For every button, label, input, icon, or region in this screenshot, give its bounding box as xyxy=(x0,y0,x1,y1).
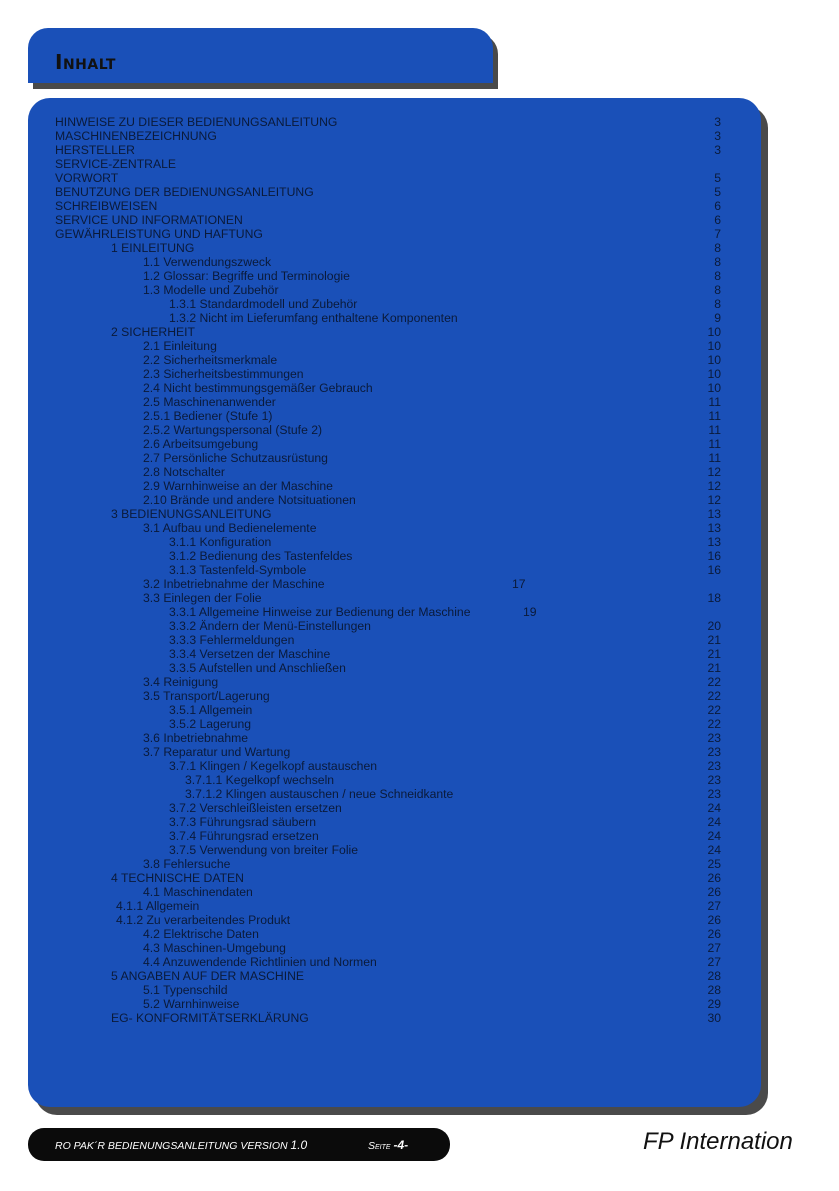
toc-entry-page: 12 xyxy=(707,465,721,479)
toc-entry-page: 22 xyxy=(707,675,721,689)
toc-entry-page: 24 xyxy=(707,815,721,829)
toc-entry xyxy=(28,283,761,297)
toc-entry-page: 22 xyxy=(707,703,721,717)
toc-entry xyxy=(28,255,761,269)
toc-entry-title: 4.1.1 Allgemein xyxy=(116,899,200,913)
toc-entry-title: 3.3.3 Fehlermeldungen xyxy=(169,633,295,647)
toc-entry xyxy=(28,199,761,213)
toc-entry xyxy=(28,717,761,731)
toc-entry-title: 3.7.2 Verschleißleisten ersetzen xyxy=(169,801,342,815)
toc-entry xyxy=(28,577,761,591)
toc-entry-page: 22 xyxy=(707,689,721,703)
toc-entry-page: 25 xyxy=(707,857,721,871)
toc-entry xyxy=(28,423,761,437)
toc-entry-page: 16 xyxy=(707,563,721,577)
toc-entry xyxy=(28,143,761,157)
toc-entry-title: 2.5.2 Wartungspersonal (Stufe 2) xyxy=(143,423,323,437)
toc-entry xyxy=(28,843,761,857)
toc-entry-page: 10 xyxy=(707,353,721,367)
toc-entry-title: SERVICE-ZENTRALE xyxy=(55,157,176,171)
toc-entry xyxy=(28,941,761,955)
toc-entry-title: 3.1.1 Konfiguration xyxy=(169,535,272,549)
toc-entry-title: 3.3.2 Ändern der Menü-Einstellungen xyxy=(169,619,371,633)
toc-entry xyxy=(28,647,761,661)
toc-entry-page: 24 xyxy=(707,829,721,843)
toc-entry-page: 24 xyxy=(707,801,721,815)
toc-entry xyxy=(28,885,761,899)
toc-entry-title: 2.8 Notschalter xyxy=(143,465,225,479)
footer-page-number xyxy=(368,1138,408,1152)
toc-entry xyxy=(28,1011,761,1025)
toc-entry-page: 3 xyxy=(714,129,721,143)
toc-entry-title: 5.1 Typenschild xyxy=(143,983,228,997)
toc-entry xyxy=(28,493,761,507)
toc-entry xyxy=(28,857,761,871)
toc-entry-title: 2 SICHERHEIT xyxy=(111,325,195,339)
toc-entry-page: 23 xyxy=(707,787,721,801)
toc-entry-page: 12 xyxy=(707,479,721,493)
toc-entry-title: GEWÄHRLEISTUNG UND HAFTUNG xyxy=(55,227,263,241)
toc-entry-title: 4.1.2 Zu verarbeitendes Produkt xyxy=(116,913,291,927)
toc-entry xyxy=(28,899,761,913)
toc-entry xyxy=(28,409,761,423)
toc-entry-page: 9 xyxy=(714,311,721,325)
toc-entry xyxy=(28,325,761,339)
toc-entry xyxy=(28,913,761,927)
toc-entry xyxy=(28,563,761,577)
toc-entry-title: 1 EINLEITUNG xyxy=(111,241,195,255)
toc-entry xyxy=(28,157,761,171)
toc-entry xyxy=(28,983,761,997)
table-of-contents xyxy=(28,115,761,1025)
toc-entry-title: 3.4 Reinigung xyxy=(143,675,219,689)
toc-entry-title: 3.2 Inbetriebnahme der Maschine xyxy=(143,577,325,591)
toc-entry xyxy=(28,619,761,633)
toc-entry-title: 2.1 Einleitung xyxy=(143,339,217,353)
toc-entry-page: 26 xyxy=(707,913,721,927)
toc-entry-title: 3.7.1.1 Kegelkopf wechseln xyxy=(185,773,335,787)
toc-entry-title: 3.1.3 Tastenfeld-Symbole xyxy=(169,563,307,577)
toc-entry-title: 1.3 Modelle und Zubehör xyxy=(143,283,279,297)
toc-entry-title: VORWORT xyxy=(55,171,119,185)
footer-doc-title: RO PAK´R BEDIENUNGSANLEITUNG VERSION xyxy=(55,1140,288,1152)
toc-entry xyxy=(28,479,761,493)
toc-entry xyxy=(28,759,761,773)
toc-entry-page: 10 xyxy=(707,367,721,381)
toc-entry xyxy=(28,745,761,759)
toc-entry xyxy=(28,815,761,829)
toc-entry-page: 24 xyxy=(707,843,721,857)
toc-entry-title: 2.4 Nicht bestimmungsgemäßer Gebrauch xyxy=(143,381,373,395)
toc-entry xyxy=(28,535,761,549)
toc-entry-page: 13 xyxy=(707,535,721,549)
toc-entry xyxy=(28,115,761,129)
toc-entry-title: 3.5.2 Lagerung xyxy=(169,717,251,731)
toc-entry-page: 8 xyxy=(714,255,721,269)
toc-panel xyxy=(28,98,761,1107)
toc-entry xyxy=(28,521,761,535)
toc-entry-page: 11 xyxy=(708,395,721,409)
toc-entry-page: 7 xyxy=(714,227,721,241)
toc-entry-page: 27 xyxy=(707,941,721,955)
toc-entry xyxy=(28,297,761,311)
toc-entry-page: 17 xyxy=(512,577,526,591)
toc-entry xyxy=(28,549,761,563)
toc-entry-title: 3.7.1.2 Klingen austauschen / neue Schneidkante xyxy=(185,787,454,801)
toc-entry-page: 26 xyxy=(707,927,721,941)
page-title: Inhalt xyxy=(55,50,116,74)
toc-entry-page: 23 xyxy=(707,773,721,787)
toc-entry-title: 2.5 Maschinenanwender xyxy=(143,395,276,409)
toc-entry-page: 11 xyxy=(708,437,721,451)
toc-entry xyxy=(28,437,761,451)
footer-document-label xyxy=(55,1138,307,1152)
toc-entry xyxy=(28,773,761,787)
toc-entry-page: 10 xyxy=(707,339,721,353)
toc-entry xyxy=(28,829,761,843)
toc-entry-page: 18 xyxy=(707,591,721,605)
toc-entry-page: 8 xyxy=(714,297,721,311)
toc-entry xyxy=(28,367,761,381)
toc-entry-title: 3.3 Einlegen der Folie xyxy=(143,591,262,605)
toc-entry xyxy=(28,227,761,241)
toc-entry-page: 16 xyxy=(707,549,721,563)
toc-entry-title: 3.7.4 Führungsrad ersetzen xyxy=(169,829,319,843)
toc-entry xyxy=(28,661,761,675)
toc-entry-page: 8 xyxy=(714,269,721,283)
toc-entry xyxy=(28,311,761,325)
toc-entry xyxy=(28,927,761,941)
toc-entry xyxy=(28,213,761,227)
toc-entry xyxy=(28,465,761,479)
toc-entry-page: 11 xyxy=(708,451,721,465)
toc-entry-title: 3.3.5 Aufstellen und Anschließen xyxy=(169,661,346,675)
toc-entry-title: 3.3.4 Versetzen der Maschine xyxy=(169,647,331,661)
toc-entry xyxy=(28,395,761,409)
toc-entry-page: 10 xyxy=(707,381,721,395)
toc-entry xyxy=(28,703,761,717)
toc-entry xyxy=(28,731,761,745)
toc-entry xyxy=(28,381,761,395)
toc-entry-page: 22 xyxy=(707,717,721,731)
toc-entry-title: 2.3 Sicherheitsbestimmungen xyxy=(143,367,304,381)
toc-entry-page: 23 xyxy=(707,745,721,759)
toc-entry xyxy=(28,507,761,521)
toc-entry-title: 5.2 Warnhinweise xyxy=(143,997,240,1011)
toc-entry-page: 13 xyxy=(707,507,721,521)
toc-entry-title: BENUTZUNG DER BEDIENUNGSANLEITUNG xyxy=(55,185,314,199)
toc-entry-title: 3.7 Reparatur und Wartung xyxy=(143,745,291,759)
toc-entry-page: 23 xyxy=(707,759,721,773)
toc-entry-title: SERVICE UND INFORMATIONEN xyxy=(55,213,243,227)
toc-entry-page: 27 xyxy=(707,955,721,969)
toc-entry xyxy=(28,801,761,815)
toc-entry-title: 3.1.2 Bedienung des Tastenfeldes xyxy=(169,549,353,563)
toc-entry-title: 2.2 Sicherheitsmerkmale xyxy=(143,353,278,367)
toc-entry-title: 3.1 Aufbau und Bedienelemente xyxy=(143,521,317,535)
toc-entry-page: 8 xyxy=(714,283,721,297)
toc-entry-title: HERSTELLER xyxy=(55,143,135,157)
toc-entry-page: 11 xyxy=(708,423,721,437)
toc-entry-title: 1.3.2 Nicht im Lieferumfang enthaltene Komponenten xyxy=(169,311,458,325)
toc-entry-title: 3.7.5 Verwendung von breiter Folie xyxy=(169,843,359,857)
toc-entry-title: SCHREIBWEISEN xyxy=(55,199,158,213)
footer-page-label: Seite xyxy=(368,1140,391,1152)
toc-entry xyxy=(28,675,761,689)
toc-entry xyxy=(28,605,761,619)
toc-entry-page: 27 xyxy=(707,899,721,913)
toc-entry-title: 4 TECHNISCHE DATEN xyxy=(111,871,244,885)
toc-entry-page: 11 xyxy=(708,409,721,423)
toc-entry-title: 3.6 Inbetriebnahme xyxy=(143,731,249,745)
toc-entry-title: 3.5.1 Allgemein xyxy=(169,703,253,717)
toc-entry-page: 30 xyxy=(707,1011,721,1025)
toc-entry-title: 2.10 Brände und andere Notsituationen xyxy=(143,493,356,507)
toc-entry-title: 1.1 Verwendungszweck xyxy=(143,255,272,269)
toc-entry-page: 23 xyxy=(707,731,721,745)
toc-entry-page: 21 xyxy=(707,647,721,661)
toc-entry-title: 4.4 Anzuwendende Richtlinien und Normen xyxy=(143,955,377,969)
toc-entry-page: 20 xyxy=(707,619,721,633)
toc-entry-title: 2.9 Warnhinweise an der Maschine xyxy=(143,479,333,493)
toc-entry xyxy=(28,997,761,1011)
toc-entry-title: 2.5.1 Bediener (Stufe 1) xyxy=(143,409,273,423)
toc-entry-page: 21 xyxy=(707,661,721,675)
toc-entry-page: 28 xyxy=(707,969,721,983)
toc-entry xyxy=(28,451,761,465)
company-name: FP Internation xyxy=(643,1128,793,1155)
toc-entry-title: 5 ANGABEN AUF DER MASCHINE xyxy=(111,969,305,983)
toc-entry-page: 26 xyxy=(707,871,721,885)
toc-entry xyxy=(28,241,761,255)
toc-entry-page: 13 xyxy=(707,521,721,535)
toc-entry-title: EG- KONFORMITÄTSERKLÄRUNG xyxy=(111,1011,309,1025)
toc-entry-title: 4.3 Maschinen-Umgebung xyxy=(143,941,286,955)
toc-entry xyxy=(28,129,761,143)
footer-version: 1.0 xyxy=(290,1138,308,1152)
toc-entry-page: 5 xyxy=(714,185,721,199)
toc-entry-title: HINWEISE ZU DIESER BEDIENUNGSANLEITUNG xyxy=(55,115,338,129)
toc-entry-page: 6 xyxy=(714,199,721,213)
toc-entry xyxy=(28,689,761,703)
toc-entry-page: 10 xyxy=(707,325,721,339)
toc-entry-title: MASCHINENBEZEICHNUNG xyxy=(55,129,217,143)
toc-entry-title: 1.3.1 Standardmodell und Zubehör xyxy=(169,297,358,311)
toc-entry-title: 3.7.3 Führungsrad säubern xyxy=(169,815,317,829)
toc-entry-title: 4.2 Elektrische Daten xyxy=(143,927,259,941)
toc-entry-title: 1.2 Glossar: Begriffe und Terminologie xyxy=(143,269,350,283)
toc-entry xyxy=(28,871,761,885)
toc-entry xyxy=(28,591,761,605)
toc-entry xyxy=(28,787,761,801)
toc-entry-title: 4.1 Maschinendaten xyxy=(143,885,253,899)
toc-entry-title: 3.8 Fehlersuche xyxy=(143,857,231,871)
toc-entry-title: 3 BEDIENUNGSANLEITUNG xyxy=(111,507,272,521)
toc-entry xyxy=(28,185,761,199)
toc-entry-page: 21 xyxy=(707,633,721,647)
toc-entry-page: 29 xyxy=(707,997,721,1011)
toc-entry-page: 26 xyxy=(707,885,721,899)
toc-entry xyxy=(28,171,761,185)
toc-entry-page: 19 xyxy=(523,605,537,619)
toc-entry xyxy=(28,269,761,283)
toc-entry xyxy=(28,955,761,969)
toc-entry-title: 3.5 Transport/Lagerung xyxy=(143,689,270,703)
toc-entry-page: 3 xyxy=(714,143,721,157)
toc-entry-title: 2.6 Arbeitsumgebung xyxy=(143,437,259,451)
toc-entry-title: 3.7.1 Klingen / Kegelkopf austauschen xyxy=(169,759,378,773)
toc-entry-page: 28 xyxy=(707,983,721,997)
toc-entry xyxy=(28,633,761,647)
toc-entry-title: 3.3.1 Allgemeine Hinweise zur Bedienung der Maschine xyxy=(169,605,471,619)
toc-entry-title: 2.7 Persönliche Schutzausrüstung xyxy=(143,451,328,465)
toc-entry xyxy=(28,339,761,353)
toc-entry xyxy=(28,353,761,367)
toc-entry xyxy=(28,969,761,983)
toc-entry-page: 5 xyxy=(714,171,721,185)
toc-entry-page: 3 xyxy=(714,115,721,129)
footer-page-value: -4- xyxy=(393,1138,409,1152)
toc-entry-page: 12 xyxy=(707,493,721,507)
toc-entry-page: 8 xyxy=(714,241,721,255)
toc-entry-page: 6 xyxy=(714,213,721,227)
